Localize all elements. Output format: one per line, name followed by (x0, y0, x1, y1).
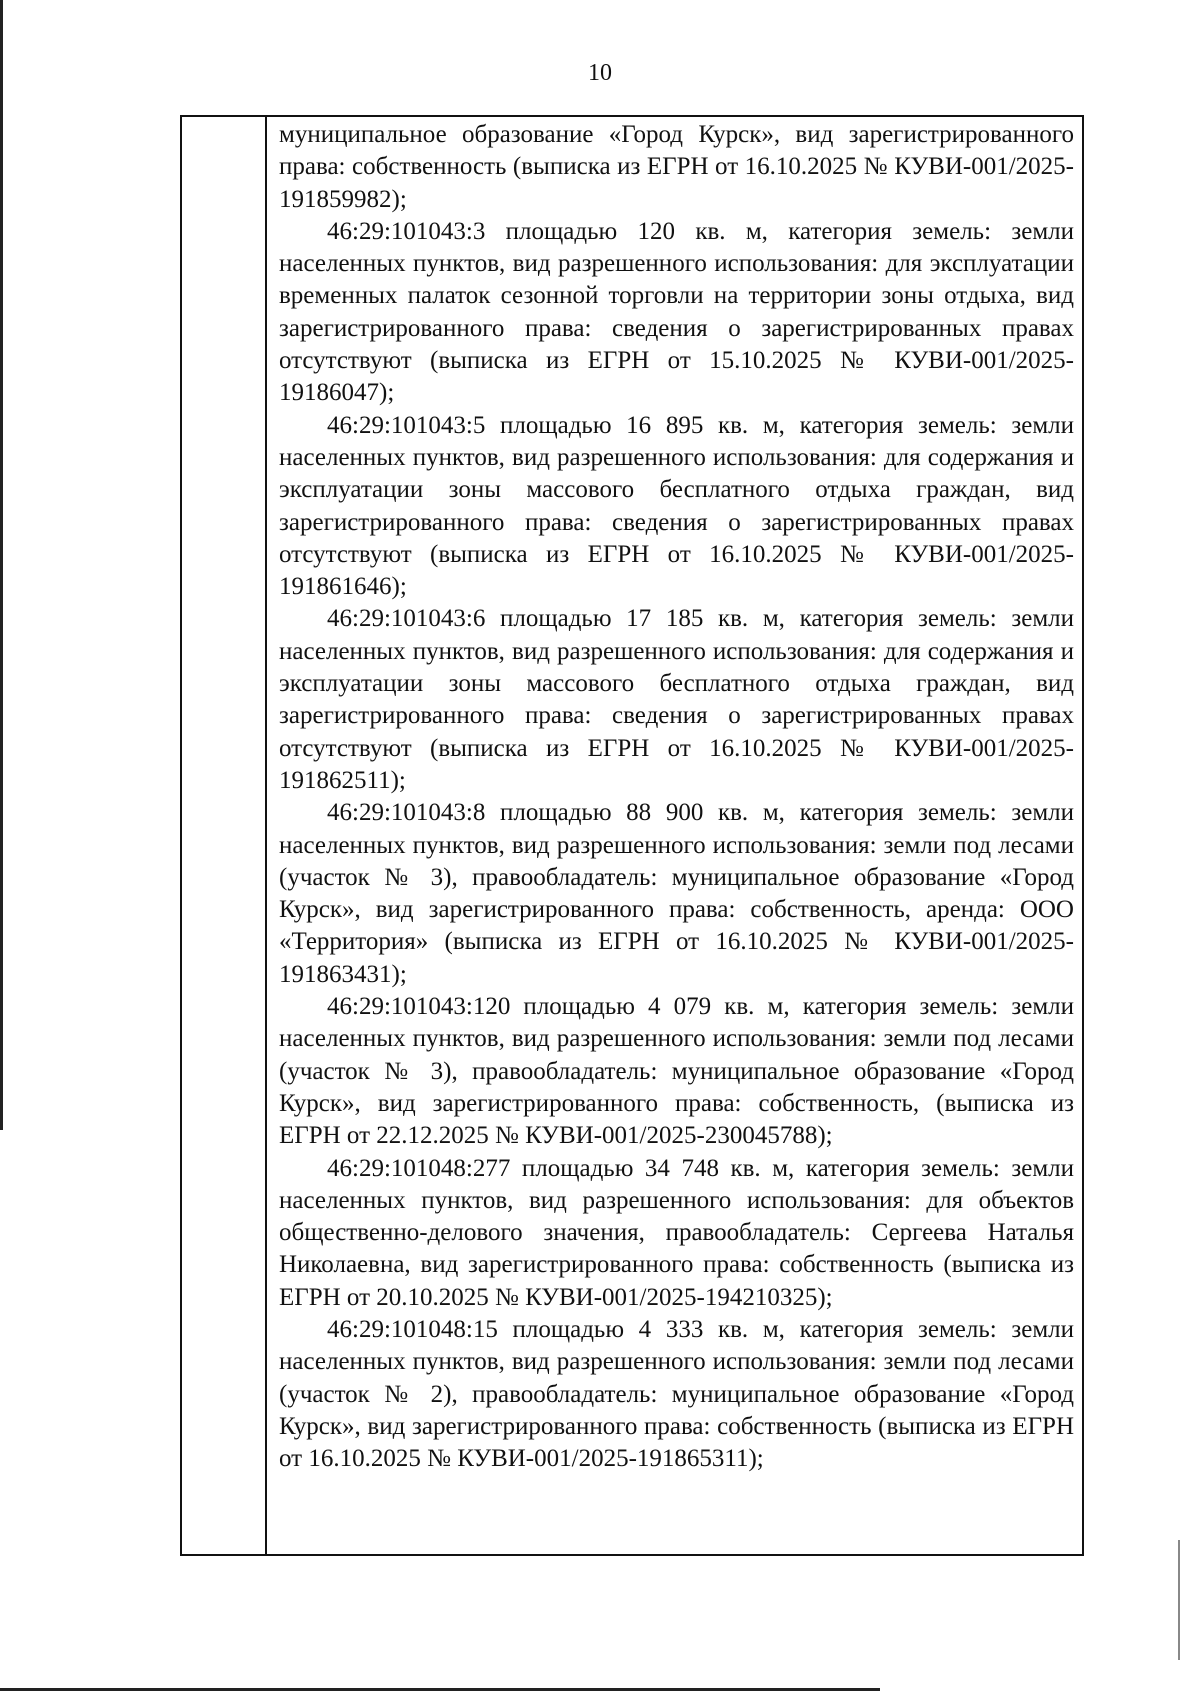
page-number: 10 (588, 60, 612, 86)
table-content-cell (279, 119, 1074, 1475)
table-left-column (182, 117, 267, 1554)
document-table (180, 115, 1084, 1556)
paragraph-parcel-101043-120: 46:29:101043:120 площадью 4 079 кв. м, категория земель: земли населенных пунктов, вид разрешенного использования: земли под лесами (участок № 3), правообладатель: муниципальное образование «Город Курск», вид зарегистрированного права: собственность, (выписка из ЕГРН от 22.12.2025 № КУВИ-001/2025-230045788); (279, 993, 1074, 1150)
paragraph-parcel-101043-6: 46:29:101043:6 площадью 17 185 кв. м, категория земель: земли населенных пунктов, вид разрешенного использования: для содержания и эксплуатации зоны массового бесплатного отдыха граждан, вид зарегистрированного права: сведения о зарегистрированных правах отсутствуют (выписка из ЕГРН от 16.10.2025 № КУВИ-001/2025-191862511); (279, 605, 1074, 794)
paragraph-parcel-101043-8: 46:29:101043:8 площадью 88 900 кв. м, категория земель: земли населенных пунктов, вид разрешенного использования: земли под лесами (участок № 3), правообладатель: муниципальное образование «Город Курск», вид зарегистрированного права: собственность, аренда: ООО «Территория» (выписка из ЕГРН от 16.10.2025 № КУВИ-001/2025-191863431); (279, 799, 1074, 988)
scan-edge-right (1178, 1540, 1180, 1660)
scan-edge-bottom (0, 1688, 880, 1691)
scan-edge-left (0, 0, 3, 1130)
paragraph-continuation: муниципальное образование «Город Курск», вид зарегистрированного права: собственность (выписка из ЕГРН от 16.10.2025 № КУВИ-001/2025-191859982); (279, 121, 1074, 213)
paragraph-parcel-101048-277: 46:29:101048:277 площадью 34 748 кв. м, категория земель: земли населенных пунктов, вид разрешенного использования: для объектов общественно-делового значения, правообладатель: Сергеева Наталья Николаевна, вид зарегистрированного права: собственность (выписка из ЕГРН от 20.10.2025 № КУВИ-001/2025-194210325); (279, 1154, 1074, 1311)
paragraph-parcel-101048-15: 46:29:101048:15 площадью 4 333 кв. м, категория земель: земли населенных пунктов, вид разрешенного использования: земли под лесами (участок № 2), правообладатель: муниципальное образование «Город Курск», вид зарегистрированного права: собственность (выписка из ЕГРН от 16.10.2025 № КУВИ-001/2025-191865311); (279, 1315, 1074, 1473)
paragraph-parcel-101043-5: 46:29:101043:5 площадью 16 895 кв. м, категория земель: земли населенных пунктов, вид разрешенного использования: для содержания и эксплуатации зоны массового бесплатного отдыха граждан, вид зарегистрированного права: сведения о зарегистрированных правах отсутствуют (выписка из ЕГРН от 16.10.2025 № КУВИ-001/2025-191861646); (279, 411, 1074, 601)
paragraph-parcel-101043-3: 46:29:101043:3 площадью 120 кв. м, категория земель: земли населенных пунктов, вид разрешенного использования: для эксплуатации временных палаток сезонной торговли на территории зоны отдыха, вид зарегистрированного права: сведения о зарегистрированных правах отсутствуют (выписка из ЕГРН от 15.10.2025 № КУВИ-001/2025-19186047); (279, 217, 1074, 407)
